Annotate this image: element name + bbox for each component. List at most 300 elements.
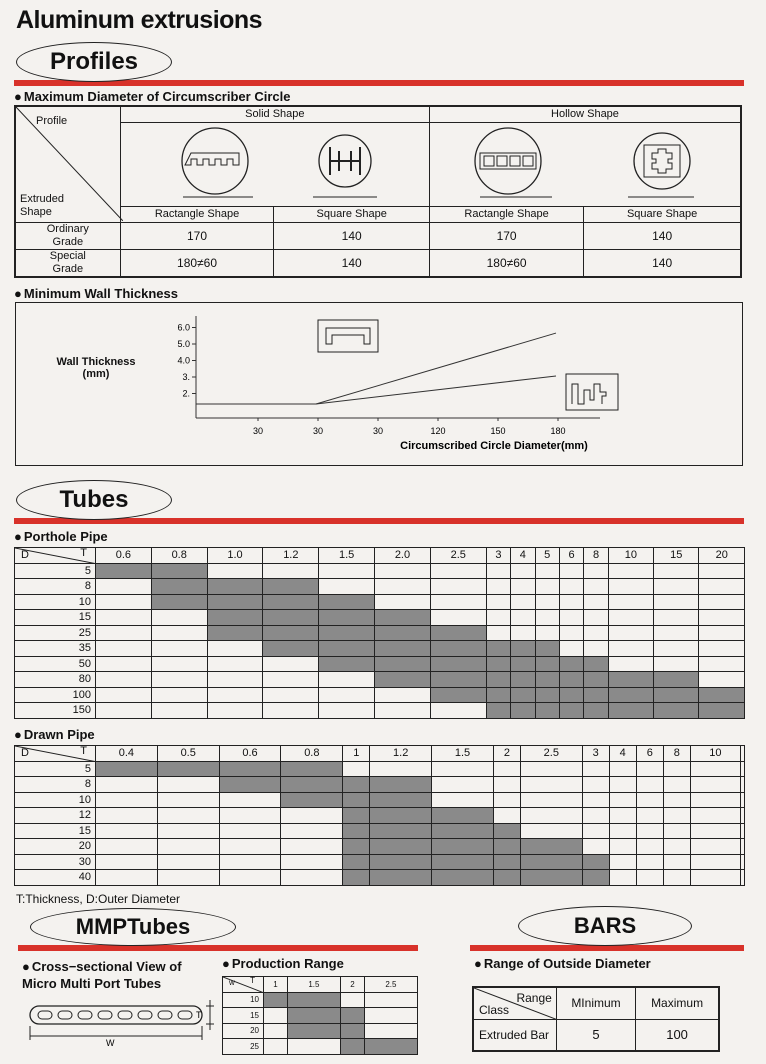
series-line [196, 333, 556, 404]
grid-cell [319, 703, 375, 719]
grid-cell [430, 703, 486, 719]
grid-t-label: T [80, 745, 87, 757]
grid-cell [535, 656, 559, 672]
grid-cell [663, 823, 690, 839]
grid-cell [559, 594, 583, 610]
grid-cell [151, 703, 207, 719]
grid-d-value: 50 [15, 656, 96, 672]
bars-label: BARS [518, 906, 692, 946]
hollow-shape-figures [429, 122, 741, 206]
grid-t-header: 0.6 [96, 548, 152, 564]
grid-t-header: 0.4 [96, 746, 158, 762]
grid-d-value: 20 [15, 839, 96, 855]
grid-cell [375, 672, 431, 688]
grid-cell [636, 870, 663, 886]
grid-cell [207, 641, 263, 657]
shape-label: Ractangle Shape [429, 206, 583, 222]
grid-cell [520, 823, 582, 839]
grid-cell [582, 792, 609, 808]
grid-cell [263, 703, 319, 719]
grid-cell [430, 625, 486, 641]
grid-cell [511, 656, 535, 672]
grid-cell [584, 656, 608, 672]
grid-cell [741, 839, 745, 855]
grid-cell [219, 823, 281, 839]
max-dia-table [14, 105, 742, 278]
grid-cell [699, 594, 745, 610]
grid-cell [343, 870, 370, 886]
grid-cell [375, 610, 431, 626]
grid-t-header: 2 [493, 746, 520, 762]
grid-cell [263, 563, 319, 579]
grid-t-header: 4 [511, 548, 535, 564]
grid-cell [582, 777, 609, 793]
grid-cell [493, 823, 520, 839]
grid-cell [663, 761, 690, 777]
x-tick-label: 150 [490, 426, 506, 436]
grid-cell [263, 672, 319, 688]
grid-d-value: 30 [15, 854, 96, 870]
grid-cell [281, 761, 343, 777]
grid-cell [219, 839, 281, 855]
grid-cell [486, 687, 510, 703]
grid-t-header: 1.5 [287, 977, 340, 993]
grid-cell [430, 610, 486, 626]
grid-cell [582, 761, 609, 777]
grid-cell [741, 870, 745, 886]
grid-cell [582, 808, 609, 824]
grid-cell [364, 992, 417, 1008]
grid-cell [157, 761, 219, 777]
grid-cell [430, 656, 486, 672]
grid-cell [430, 563, 486, 579]
grid-t-header: 2.5 [364, 977, 417, 993]
grid-cell [157, 808, 219, 824]
grid-d-value: 10 [223, 992, 264, 1008]
y-tick-label: 3. [182, 372, 190, 382]
grid-d-value: 15 [223, 1008, 264, 1024]
grid-cell [663, 870, 690, 886]
grid-cell [636, 777, 663, 793]
grid-cell [741, 777, 745, 793]
solid-shape-header: Solid Shape [120, 106, 429, 122]
grid-cell [96, 808, 158, 824]
grid-cell [207, 687, 263, 703]
grid-t-header: 4 [609, 746, 636, 762]
grid-cell [559, 610, 583, 626]
chart-xlabel: Circumscribed Circle Diameter(mm) [400, 440, 588, 452]
grid-cell [663, 808, 690, 824]
grid-cell [654, 610, 699, 626]
grid-cell [609, 792, 636, 808]
grid-cell [96, 656, 152, 672]
grid-t-header: 6 [559, 548, 583, 564]
grid-cell [654, 672, 699, 688]
grid-cell [511, 579, 535, 595]
grid-cell [151, 594, 207, 610]
grid-cell [559, 687, 583, 703]
grid-cell [690, 777, 740, 793]
grid-t-header: 5 [535, 548, 559, 564]
grid-cell [432, 777, 494, 793]
grid-t-header: 2.5 [520, 746, 582, 762]
drawn-table [14, 745, 745, 886]
grade-value: 140 [584, 249, 741, 277]
grid-cell [319, 610, 375, 626]
porthole-table [14, 547, 745, 719]
grid-cell [559, 672, 583, 688]
x-tick-label: 30 [252, 426, 264, 436]
grid-cell [608, 687, 653, 703]
grid-cell [486, 594, 510, 610]
grid-cell [207, 625, 263, 641]
grid-cell [375, 641, 431, 657]
grid-t-header: 0.6 [219, 746, 281, 762]
grid-cell [151, 610, 207, 626]
grid-t-header: 1.5 [319, 548, 375, 564]
t-dimension: T [196, 1010, 202, 1020]
grid-cell [520, 792, 582, 808]
grid-t-header: 1.2 [370, 746, 432, 762]
grid-cell [96, 563, 152, 579]
chart-ticks [177, 323, 565, 437]
grid-cell [535, 579, 559, 595]
grid-cell [584, 625, 608, 641]
grid-cell [96, 823, 158, 839]
grid-d-value: 8 [15, 579, 96, 595]
grid-cell [699, 656, 745, 672]
bars-table [472, 986, 720, 1052]
grid-cell [319, 594, 375, 610]
grid-cell [319, 687, 375, 703]
grid-cell [375, 703, 431, 719]
grid-t-header [741, 746, 745, 762]
grid-cell [511, 594, 535, 610]
grid-corner [15, 746, 96, 762]
grid-cell [281, 839, 343, 855]
grid-cell [96, 610, 152, 626]
grid-cell [263, 656, 319, 672]
bars-min-value: 5 [556, 1019, 635, 1051]
grid-cell [699, 610, 745, 626]
grid-cell [636, 823, 663, 839]
corner-extruded: Extruded Shape [20, 193, 65, 218]
grid-cell [219, 870, 281, 886]
grid-cell [535, 594, 559, 610]
grid-cell [432, 823, 494, 839]
grid-d-value: 8 [15, 777, 96, 793]
grade-label: Special Grade [15, 249, 120, 277]
grid-d-value: 15 [15, 610, 96, 626]
tubes-rule [14, 518, 744, 524]
grid-cell [493, 777, 520, 793]
grid-cell [609, 854, 636, 870]
grid-cell [584, 563, 608, 579]
grid-cell [151, 563, 207, 579]
grid-cell [340, 1039, 364, 1055]
grid-cell [609, 839, 636, 855]
grid-cell [370, 777, 432, 793]
grid-cell [511, 687, 535, 703]
grid-cell [520, 808, 582, 824]
grid-cell [654, 656, 699, 672]
grid-cell [636, 761, 663, 777]
grid-cell [319, 563, 375, 579]
grid-cell [584, 610, 608, 626]
grid-cell [609, 823, 636, 839]
bars-class-label: Class [479, 1002, 510, 1017]
shape-label: Square Shape [274, 206, 430, 222]
grid-cell [690, 761, 740, 777]
shape-label: Ractangle Shape [120, 206, 274, 222]
grid-cell [535, 703, 559, 719]
grid-t-header: 1.2 [263, 548, 319, 564]
grid-cell [340, 1023, 364, 1039]
grid-t-header: 1 [264, 977, 288, 993]
grid-cell [699, 579, 745, 595]
grid-cell [430, 641, 486, 657]
hollow-shapes-svg [430, 123, 740, 203]
grid-cell [151, 672, 207, 688]
grid-cell [430, 672, 486, 688]
grid-cell [207, 610, 263, 626]
grid-cell [432, 870, 494, 886]
grid-cell [636, 792, 663, 808]
grid-cell [535, 610, 559, 626]
grid-cell [486, 641, 510, 657]
grid-cell [486, 672, 510, 688]
grid-t-header: 20 [699, 548, 745, 564]
grid-cell [432, 792, 494, 808]
profiles-rule [14, 80, 744, 86]
grid-cell [486, 625, 510, 641]
grid-cell [486, 703, 510, 719]
grid-cell [263, 610, 319, 626]
grid-cell [741, 808, 745, 824]
grid-cell [281, 777, 343, 793]
grid-d-label: D [21, 549, 29, 561]
grid-cell [608, 672, 653, 688]
grid-cell [511, 625, 535, 641]
profiles-label: Profiles [16, 42, 172, 82]
x-tick-label: 30 [372, 426, 384, 436]
prod-heading: ● Production Range [222, 956, 344, 971]
grid-cell [584, 703, 608, 719]
grid-t-label: T [250, 976, 255, 985]
grid-cell [486, 579, 510, 595]
grid-t-header: 8 [663, 746, 690, 762]
grid-cell [319, 625, 375, 641]
grid-t-header: 1 [343, 746, 370, 762]
grid-cell [263, 594, 319, 610]
grid-d-value: 20 [223, 1023, 264, 1039]
x-tick-label: 30 [312, 426, 324, 436]
grid-cell [432, 761, 494, 777]
grid-cell [219, 854, 281, 870]
grid-cell [608, 656, 653, 672]
grid-cell [741, 761, 745, 777]
grid-cell [263, 641, 319, 657]
grid-cell [609, 777, 636, 793]
grid-cell [699, 625, 745, 641]
grid-cell [535, 641, 559, 657]
grid-cell [96, 625, 152, 641]
grid-cell [663, 792, 690, 808]
grid-cell [654, 641, 699, 657]
grid-cell [96, 703, 152, 719]
grid-cell [287, 992, 340, 1008]
grid-cell [96, 594, 152, 610]
grid-cell [535, 687, 559, 703]
grid-cell [375, 594, 431, 610]
grid-cell [690, 870, 740, 886]
grid-cell [559, 579, 583, 595]
grid-t-label: T [80, 547, 87, 559]
grid-cell [636, 854, 663, 870]
grid-cell [432, 839, 494, 855]
bars-heading: ● Range of Outside Diameter [474, 956, 651, 971]
grid-cell [219, 808, 281, 824]
grid-t-header: 3 [582, 746, 609, 762]
grid-cell [690, 854, 740, 870]
grid-cell [582, 854, 609, 870]
chart-ylabel: Wall Thickness (mm) [56, 356, 136, 380]
grid-corner [223, 977, 264, 993]
grid-cell [207, 656, 263, 672]
grid-cell [207, 703, 263, 719]
grid-cell [370, 761, 432, 777]
grid-cell [430, 687, 486, 703]
grid-cell [151, 625, 207, 641]
y-tick-label: 5.0 [177, 339, 190, 349]
grid-cell [535, 672, 559, 688]
grid-cell [96, 792, 158, 808]
grid-cell [96, 777, 158, 793]
grid-cell [157, 870, 219, 886]
grid-cell [584, 641, 608, 657]
grid-cell [520, 854, 582, 870]
grid-d-value: 15 [15, 823, 96, 839]
grid-cell [375, 563, 431, 579]
grid-t-header: 1.0 [207, 548, 263, 564]
grid-t-header: 2.0 [375, 548, 431, 564]
grid-cell [493, 839, 520, 855]
grid-cell [157, 854, 219, 870]
grid-cell [609, 808, 636, 824]
grid-cell [559, 625, 583, 641]
grid-cell [636, 839, 663, 855]
grid-cell [219, 761, 281, 777]
grid-d-value: 35 [15, 641, 96, 657]
bars-range-label: Range [516, 991, 552, 1005]
page-title: Aluminum extrusions [16, 6, 263, 34]
grid-cell [511, 610, 535, 626]
grid-t-header: 10 [690, 746, 740, 762]
grid-cell [370, 839, 432, 855]
grid-cell [699, 703, 745, 719]
grid-cell [340, 992, 364, 1008]
grid-cell [375, 625, 431, 641]
mmp-rule [18, 945, 418, 951]
grid-cell [654, 625, 699, 641]
grid-cell [699, 563, 745, 579]
y-tick-label: 2. [182, 388, 190, 399]
grid-cell [663, 839, 690, 855]
tubes-label: Tubes [16, 480, 172, 520]
w-dimension: W [106, 1038, 115, 1048]
drawn-heading: ● Drawn Pipe [14, 727, 95, 742]
grid-cell [375, 579, 431, 595]
corner-profile: Profile [36, 115, 68, 127]
grade-value: 180≠60 [120, 249, 274, 277]
grid-cell [364, 1039, 417, 1055]
grid-cell [493, 854, 520, 870]
grid-t-header: 0.5 [157, 746, 219, 762]
grid-t-header: 6 [636, 746, 663, 762]
grid-cell [281, 792, 343, 808]
grid-cell [559, 703, 583, 719]
grid-cell [582, 839, 609, 855]
grid-cell [264, 992, 288, 1008]
grid-cell [343, 792, 370, 808]
hollow-shape-header: Hollow Shape [429, 106, 741, 122]
grid-d-value: 100 [15, 687, 96, 703]
grid-cell [741, 854, 745, 870]
grid-cell [151, 687, 207, 703]
grid-d-value: 80 [15, 672, 96, 688]
grid-t-header: 8 [584, 548, 608, 564]
grid-cell [281, 854, 343, 870]
grid-cell [493, 870, 520, 886]
grid-cell [96, 672, 152, 688]
grid-cell [264, 1023, 288, 1039]
grid-cell [96, 761, 158, 777]
grid-cell [636, 808, 663, 824]
bars-row-label: Extruded Bar [473, 1019, 556, 1051]
y-tick-label: 6.0 [177, 322, 190, 333]
bars-corner [473, 987, 556, 1019]
grid-d-value: 25 [15, 625, 96, 641]
grid-t-header: 0.8 [281, 746, 343, 762]
grid-cell [699, 672, 745, 688]
min-wall-heading: ● Minimum Wall Thickness [14, 286, 178, 301]
grid-cell [96, 641, 152, 657]
porthole-heading: ● Porthole Pipe [14, 529, 108, 544]
grid-cell [690, 823, 740, 839]
grid-cell [741, 792, 745, 808]
grid-cell [319, 656, 375, 672]
grid-cell [343, 777, 370, 793]
grid-cell [151, 579, 207, 595]
grade-label: Ordinary Grade [15, 222, 120, 249]
grid-cell [340, 1008, 364, 1024]
grid-cell [608, 625, 653, 641]
grid-t-header: 2 [340, 977, 364, 993]
grid-cell [96, 839, 158, 855]
grid-cell [582, 823, 609, 839]
grid-t-header: 15 [654, 548, 699, 564]
channel-profile-icon [318, 320, 378, 352]
grid-cell [287, 1023, 340, 1039]
grid-t-header: 0.8 [151, 548, 207, 564]
grid-cell [281, 870, 343, 886]
grid-cell [535, 625, 559, 641]
grid-cell [584, 672, 608, 688]
grid-cell [157, 823, 219, 839]
complex-profile-icon [566, 374, 618, 410]
grid-cell [608, 563, 653, 579]
grid-cell [535, 563, 559, 579]
